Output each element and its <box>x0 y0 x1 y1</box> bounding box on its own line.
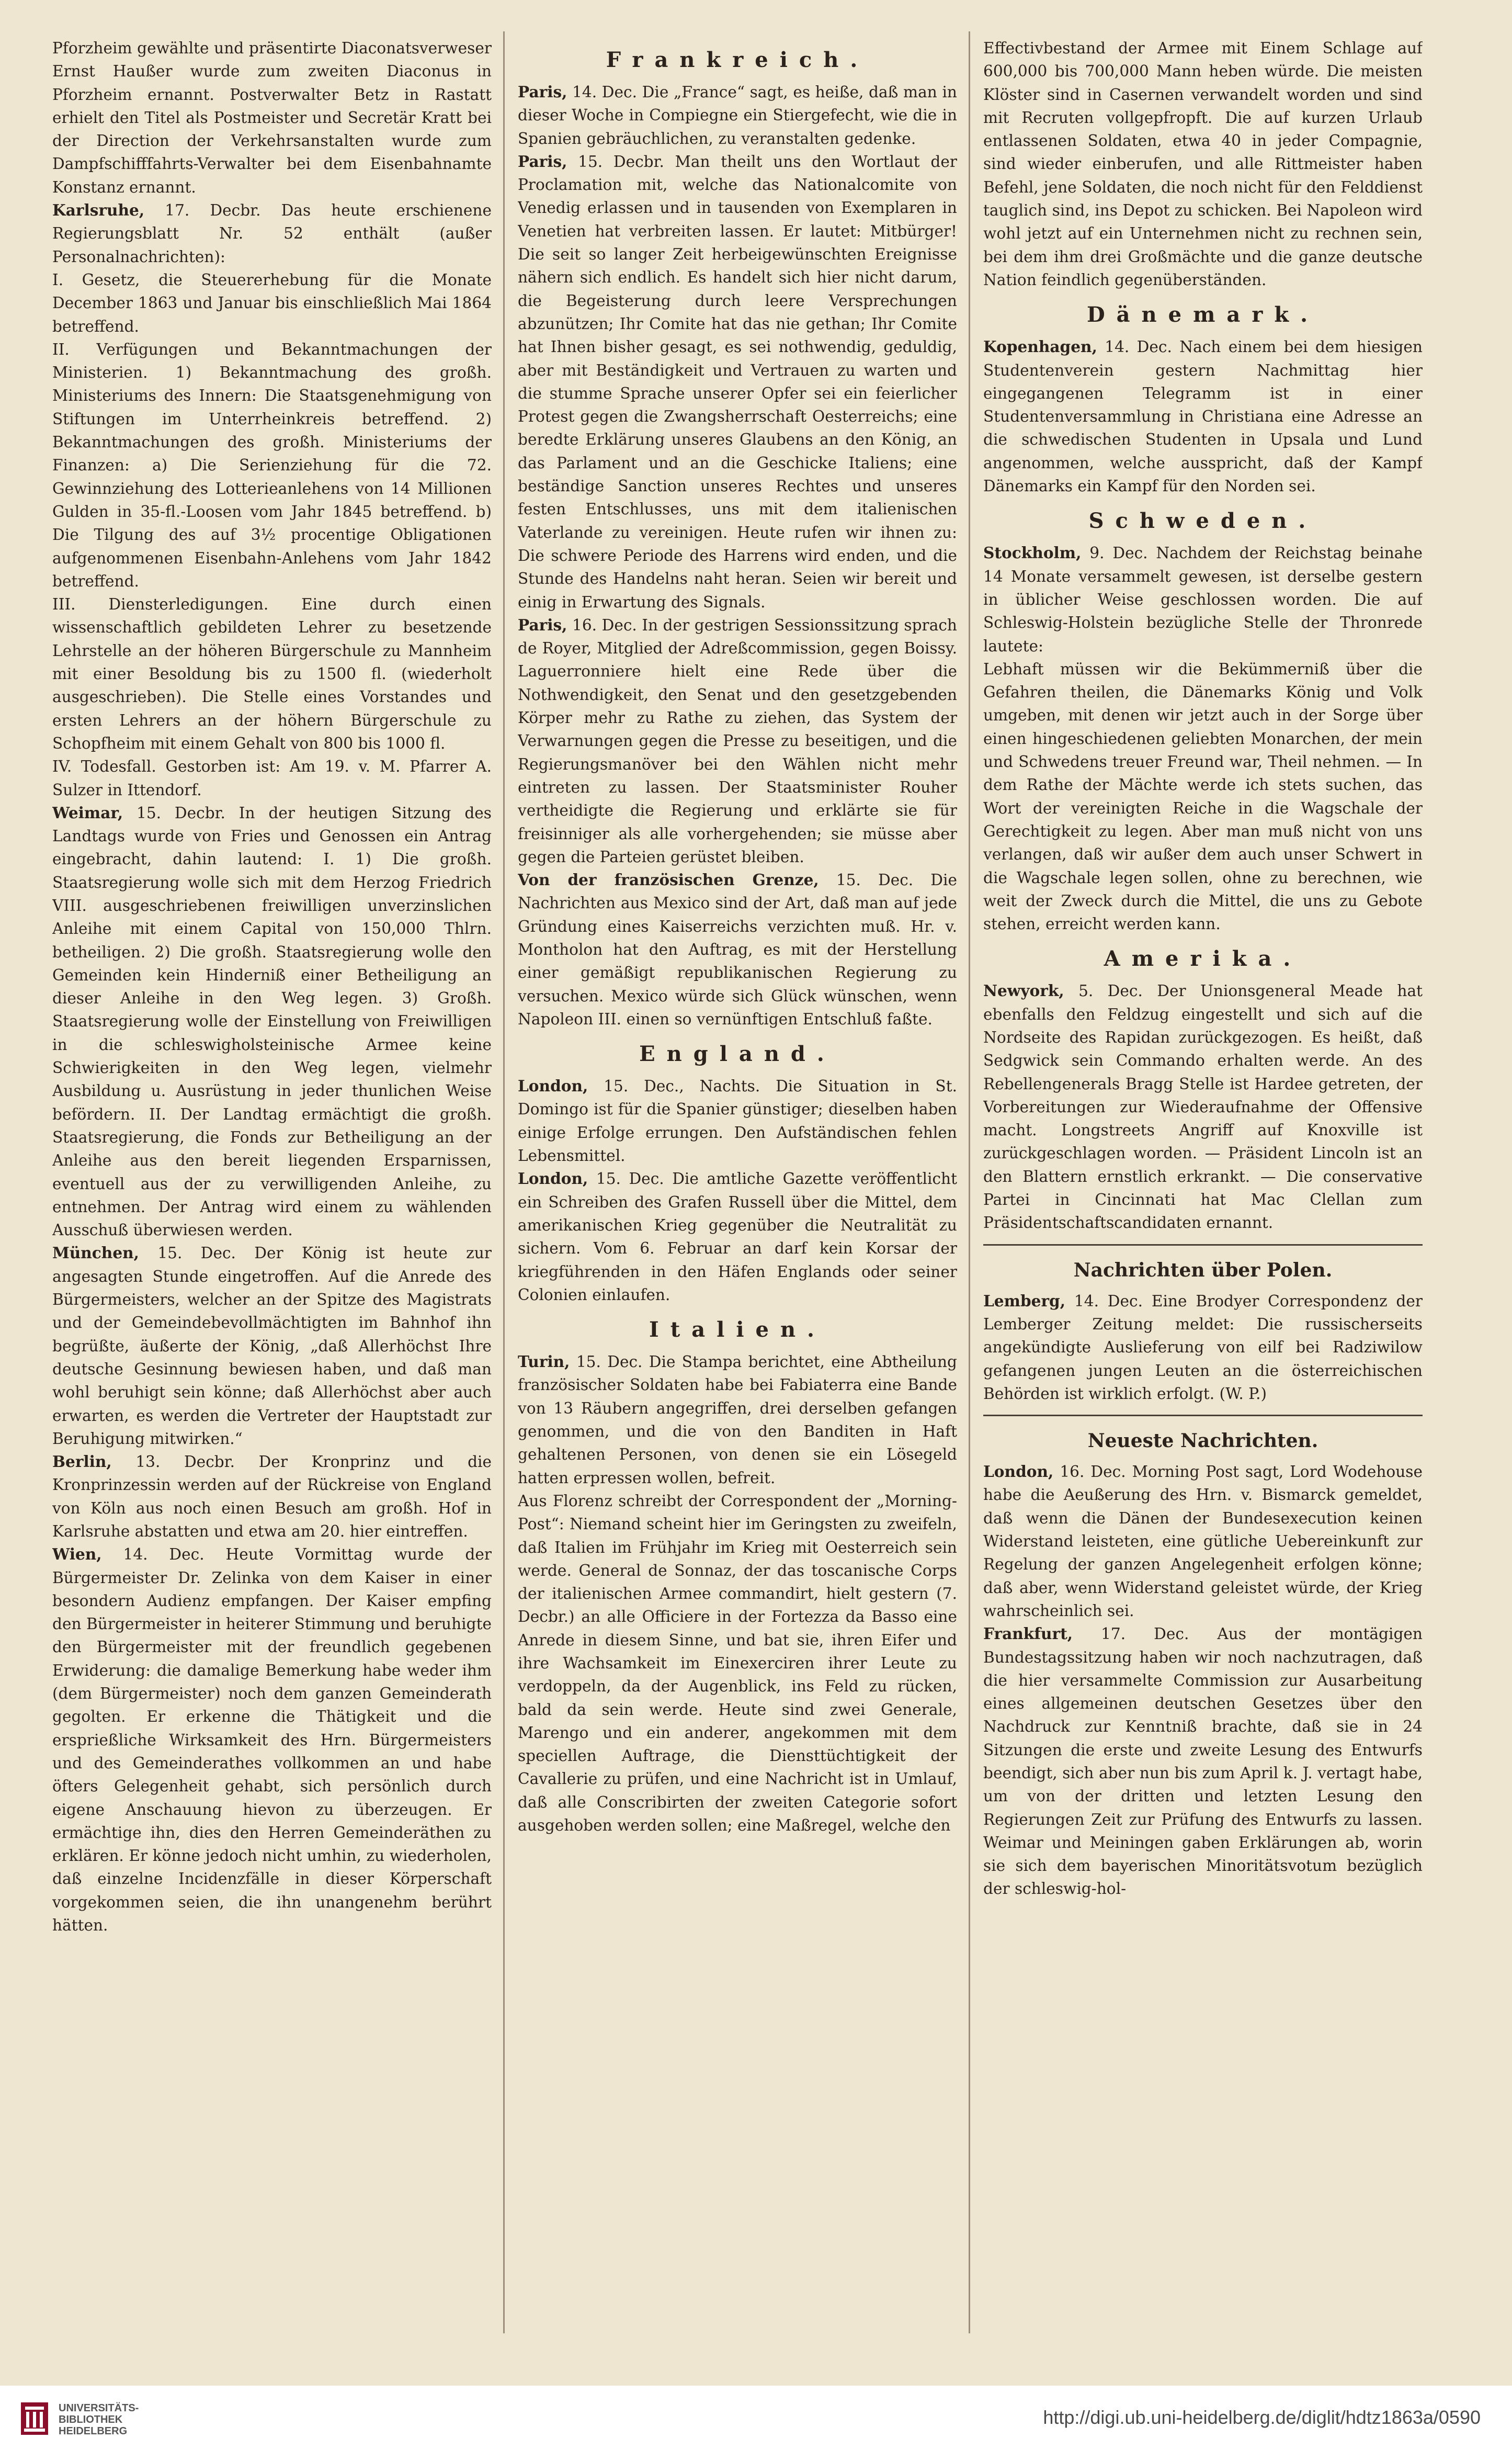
article-paragraph <box>52 37 492 199</box>
article-paragraph <box>983 658 1423 936</box>
paragraph-text: 9. Dec. Nachdem der Reichstag beinahe 14 Monate versammelt gewesen, ist derselbe gestern in üblicher Weise geschlossen worden. Die auf Schleswig-Holstein bezügliche Stelle der Thronrede lautete: <box>983 544 1423 655</box>
dateline: London, <box>518 1077 588 1096</box>
paragraph-text: 17. Dec. Aus der montägigen Bundestagssitzung haben wir noch nachzutragen, daß die hier versammelte Commission zur Ausarbeitung eines allgemeinen deutschen Gesetzes über den Nachdruck zur Kenntniß brachte, daß sie in 24 Sitzungen die erste und zweite Lesung des Entwurfs beendigt, sich aber nun bis zum April k. J. vertagt habe, um von der dritten und letzten Lesung den Regierungen Zeit zur Prüfung des Entwurfs zu lassen. Weimar und Meiningen gaben Erklärungen ab, worin sie sich dem bayerischen Minoritätsvotum bezüglich der schleswig-hol- <box>983 1625 1423 1898</box>
article-paragraph <box>983 1460 1423 1622</box>
section-subheading: Nachrichten über Polen. <box>1073 1259 1333 1281</box>
column-divider <box>969 31 970 2333</box>
paragraph-text: 15. Dec. Die Stampa berichtet, eine Abtheilung französischer Soldaten habe bei Fabiaterra eine Bande von 13 Räubern angegriffen, drei derselben gefangen genommen, und die von den Banditen in Haft gehaltenen Personen, von denen sie ein Lösegeld hatten erpressen wollen, befreit. <box>518 1353 957 1487</box>
section-heading: England. <box>639 1042 836 1067</box>
article-paragraph <box>52 755 492 801</box>
paragraph-text: III. Diensterledigungen. Eine durch einen wissenschaftlich gebildeten Lehrer zu besetzende Lehrstelle an der höheren Bürgerschule zu Mannheim mit einer Besoldung bis zu 1500 fl. (wiederholt ausgeschrieben). Die Stelle eines Vorstandes und ersten Lehrers an der höhern Bürgerschule zu Schopfheim mit einem Gehalt von 800 bis 1000 fl. <box>52 595 492 752</box>
paragraph-text: Pforzheim gewählte und präsentirte Diaconatsverweser Ernst Haußer wurde zum zweiten Diaconus in Pforzheim ernannt. Postverwalter Betz in Rastatt erhielt den Titel als Postmeister und Secretär Kratt bei der Direction der Verkehrsanstalten wurde zum Dampfschifffahrts-Verwalter bei dem Eisenbahnamte Konstanz ernannt. <box>52 39 492 196</box>
paragraph-text: 14. Dec. Heute Vormittag wurde der Bürgermeister Dr. Zelinka von dem Kaiser in einer besondern Audienz empfangen. Der Kaiser empfing den Bürgermeister in heiterer Stimmung und beruhigte den Bürgermeister mit der freundlich gegebenen Erwiderung: die damalige Bemerkung habe weder ihm (dem Bürgermeister) noch dem ganzen Gemeinderath gegolten. Er erkenne die Thätigkeit und die ersprießliche Wirksamkeit des Hrn. Bürgermeisters und des Gemeinderathes vollkommen an und habe öfters Gelegenheit gehabt, sich persönlich durch eigene Anschauung hievon zu überzeugen. Er ermächtige ihn, dies den Herren Gemeinderäthen zu erklären. Er könne jedoch nicht umhin, zu wiederholen, daß einzelne Incidenzfälle in dieser Körperschaft vorgekommen seien, die ihn unangenehm berührt hätten. <box>52 1545 492 1935</box>
dateline: Von der französischen Grenze, <box>518 871 819 889</box>
article-paragraph <box>52 268 492 338</box>
section-divider <box>983 1415 1423 1416</box>
paragraph-text: Lebhaft müssen wir die Bekümmerniß über die Gefahren theilen, die Dänemarks König und Volk umgeben, mit denen wir jetzt auch in der Sorge über einen hingeschiedenen geliebten Monarchen, der mein und Schwedens treuer Freund war, Theil nehmen. — In dem Rathe der Mächte werde ich stets suchen, das Wort der vereinigten Reiche in die Wagschale der Gerechtigkeit zu legen. Aber man muß nicht von uns verlangen, daß wir außer dem auch unser Schwert in die Wagschale legen sollen, ohne zu berechnen, wie weit der Zweck durch die Mittel, die uns zu Gebote stehen, erreicht werden kann. <box>983 660 1423 933</box>
article-paragraph <box>518 150 957 614</box>
logo-line: UNIVERSITÄTS- <box>59 2402 139 2414</box>
dateline: Wien, <box>52 1545 102 1564</box>
paragraph-text: 14. Dec. Nach einem bei dem hiesigen Studentenverein gestern Nachmittag hier eingegangenen Telegramm ist in einer Studentenversammlung in Christiana eine Adresse an die schwedischen Studenten in Upsala und Lund angenommen, welche ausspricht, daß der Kampf Dänemarks ein Kampf für den Norden sei. <box>983 338 1423 495</box>
paragraph-text: II. Verfügungen und Bekanntmachungen der Ministerien. 1) Bekanntmachung des großh. Ministeriums des Innern: Die Staatsgenehmigung von Stiftungen im Unterrheinkreis betreffend. 2) Bekanntmachungen des großh. Ministeriums der Finanzen: a) Die Serienziehung für die 72. Gewinnziehung des Lotterieanlehens von 14 Millionen Gulden in 35-fl.-Loosen vom Jahr 1845 betreffend. b) Die Tilgung des auf 3½ procentige Obligationen aufgenommenen Eisenbahn-Anlehens vom Jahr 1842 betreffend. <box>52 340 492 590</box>
section-divider <box>983 1244 1423 1246</box>
dateline: München, <box>52 1244 139 1262</box>
dateline: Newyork, <box>983 981 1064 1000</box>
paragraph-text: 16. Dec. In der gestrigen Sessionssitzung sprach de Royer, Mitglied der Adreßcommission, gegen Boissy. Laguerronniere hielt eine Rede über die Nothwendigkeit, den Senat und den gesetzgebenden Körper mehr zu Rathe zu ziehen, das System der Verwarnungen gegen die Presse zu beseitigen, und die Regierungsmanöver bei den Wählen nicht mehr eintreten zu lassen. Der Staatsminister Rouher vertheidigte die Regierung und erklärte sie für freisinniger als alle vorhergehenden; sie müsse aber gegen die Parteien gerüstet bleiben. <box>518 616 957 866</box>
dateline: Paris, <box>518 615 567 634</box>
dateline: Paris, <box>518 152 567 171</box>
article-paragraph <box>983 37 1423 291</box>
paragraph-text: 15. Dec. Der König ist heute zur angesagten Stunde eingetroffen. Auf die Anrede des Bürgermeisters, welcher an der Spitze des Magistrats und der Gemeindebevollmächtigten im Bahnhof ihn begrüßte, äußerte der König, „daß Allerhöchst Ihre deutsche Gesinnung bewiesen haben, und daß man wohl beruhigt sein könne; daß Allerhöchst aber auch erwarten, es werden die Vertreter der Hauptstadt zur Beruhigung mitwirken.“ <box>52 1244 492 1448</box>
column-2 <box>518 37 957 2365</box>
library-logo-text <box>59 2402 226 2437</box>
dateline: London, <box>983 1462 1054 1481</box>
paragraph-text: 14. Dec. Die „France“ sagt, es heiße, daß man in dieser Woche in Compiegne ein Stiergefecht, wie die in Spanien gebräuchlichen, zu veranstalten gedenke. <box>518 83 957 148</box>
source-url[interactable]: http://digi.ub.uni-heidelberg.de/diglit/hdtz1863a/0590 <box>1043 2407 1481 2428</box>
article-paragraph <box>52 1543 492 1937</box>
column-1 <box>52 37 492 2365</box>
paragraph-text: 14. Dec. Eine Brodyer Correspondenz der Lemberger Zeitung meldet: Die russischerseits angekündigte Auslieferung von eilf bei Radziwilow gefangenen jungen Leuten an die österreichischen Behörden ist wirklich erfolgt. (W. P.) <box>983 1292 1423 1403</box>
paragraph-text: 15. Decbr. In der heutigen Sitzung des Landtags wurde von Fries und Genossen ein Antrag eingebracht, dahin lautend: I. 1) Die großh. Staatsregierung wolle sich mit dem Herzog Friedrich VIII. ausgeschriebenen freiwilligen unverzinslichen Anleihe mit einem Capital von 150,000 Thlrn. betheiligen. 2) Die großh. Staatsregierung wolle den Gemeinden kein Hinderniß einer Betheiligung an dieser Anleihe in den Weg legen. 3) Großh. Staatsregierung wolle der Einstellung von Freiwilligen in die schleswigholsteinische Armee keine Schwierigkeiten in den Weg legen, vielmehr Ausbildung u. Ausrüstung in jeder thunlichen Weise befördern. II. Der Landtag ermächtigt die großh. Staatsregierung, die Fonds zur Betheiligung an der Anleihe aus den bereit liegenden Ersparnissen, eventuell aus der zu verwilligenden Anleihe, zu entnehmen. Der Antrag wird einem zu wählenden Ausschuß überwiesen werden. <box>52 804 492 1239</box>
article-paragraph <box>518 1167 957 1306</box>
dateline: Lemberg, <box>983 1291 1066 1310</box>
article-paragraph <box>518 614 957 868</box>
paragraph-text: 13. Decbr. Der Kronprinz und die Kronprinzessin werden auf der Rückreise von England von Köln aus noch einen Besuch am großh. Hof in Karlsruhe abstatten und etwa am 20. hier eintreffen. <box>52 1453 492 1540</box>
article-paragraph <box>518 1075 957 1167</box>
paragraph-text: I. Gesetz, die Steuererhebung für die Monate December 1863 und Januar bis einschließlich Mai 1864 betreffend. <box>52 270 492 335</box>
paragraph-text: IV. Todesfall. Gestorben ist: Am 19. v. M. Pfarrer A. Sulzer in Ittendorf. <box>52 758 492 799</box>
article-paragraph <box>52 801 492 1242</box>
dateline: Kopenhagen, <box>983 337 1097 356</box>
section-heading: Frankreich. <box>606 48 869 72</box>
article-paragraph <box>52 1450 492 1543</box>
university-library-logo-icon <box>19 2401 50 2436</box>
paragraph-text: 15. Decbr. Man theilt uns den Wortlaut der Proclamation mit, welche das Nationalcomite von Venedig erlassen und in tausenden von Exemplaren in Venetien hat verbreiten lassen. Er lautet: Mitbürger! Die seit so langer Zeit herbeigewünschten Ereignisse nähern sich endlich. Es handelt sich hier nicht darum, die Begeisterung durch leere Versprechungen abzunützen; Ihr Comite hat das nie gethan; Ihr Comite hat Ihnen bisher gesagt, es sei nothwendig, geduldig, aber mit Beständigkeit und Vertrauen zu warten und die stumme Sprache unserer Opfer sei ein feierlicher Protest gegen die Zwangsherrschaft Oesterreichs; eine beredte Erklärung unseres Glaubens an den König, an das Parlament und an die Geschicke Italiens; eine beständige Sanction unseres Rechtes und unseres festen Entschlusses, uns mit dem italienischen Vaterlande zu vereinigen. Heute rufen wir ihnen zu: Die schwere Periode des Harrens wird enden, und die Stunde des Handelns naht heran. Seien wir bereit und einig in Erwartung des Signals. <box>518 152 957 611</box>
article-paragraph <box>983 1290 1423 1405</box>
dateline: London, <box>518 1169 588 1188</box>
dateline: Paris, <box>518 83 567 101</box>
dateline: Stockholm, <box>983 544 1082 562</box>
logo-line: BIBLIOTHEK <box>59 2414 123 2425</box>
dateline: Karlsruhe, <box>52 201 145 220</box>
paragraph-text: 15. Dec. Die Nachrichten aus Mexico sind der Art, daß man auf jede Gründung eines Kaiserreichs verzichten muß. Hr. v. Montholon hat den Auftrag, es mit der Herstellung einer gemäßigt republikanischen Regierung zu versuchen. Mexico würde sich Glück wünschen, wenn Napoleon III. einen so vernünftigen Entschluß faßte. <box>518 871 957 1028</box>
article-paragraph <box>518 868 957 1031</box>
logo-line: HEIDELBERG <box>59 2425 128 2437</box>
paragraph-text: 16. Dec. Morning Post sagt, Lord Wodehouse habe die Aeußerung des Hrn. v. Bismarck gemeldet, daß wenn die Dänen der Bundesexecution keinen Widerstand leisteten, eine gütliche Uebereinkunft zur Regelung der ganzen Angelegenheit erfolgen könne; daß aber, wenn Widerstand geleistet würde, der Krieg wahrscheinlich sei. <box>983 1463 1423 1620</box>
dateline: Frankfurt, <box>983 1624 1073 1643</box>
article-paragraph <box>983 541 1423 657</box>
section-heading: Italien. <box>649 1317 826 1342</box>
article-paragraph <box>52 1241 492 1450</box>
article-paragraph <box>52 338 492 593</box>
section-subheading: Neueste Nachrichten. <box>1087 1430 1318 1452</box>
paragraph-text: 15. Dec., Nachts. Die Situation in St. Domingo ist für die Spanier günstiger; dieselben haben einige Erfolge errungen. Den Aufständischen fehlen Lebensmittel. <box>518 1077 957 1165</box>
section-heading: Dänemark. <box>1086 302 1320 328</box>
paragraph-text: Effectivbestand der Armee mit Einem Schlage auf 600,000 bis 700,000 Mann heben würde. Die meisten Klöster sind in Casernen verwandelt worden und sind mit Recruten vollgepfropft. Die auf kurzen Urlaub entlassenen Soldaten, etwa 40 in jeder Compagnie, sind wieder einberufen, und alle Rittmeister haben Befehl, jene Soldaten, die noch nicht für den Felddienst tauglich sind, ins Depot zu schicken. Bei Napoleon wird wohl jetzt auf ein Unternehmen nicht zu rechnen sein, bei dem ihm drei Großmächte und die ganze deutsche Nation feindlich gegenüberständen. <box>983 39 1423 289</box>
column-3 <box>983 37 1423 2365</box>
dateline: Berlin, <box>52 1452 112 1471</box>
paragraph-text: 15. Dec. Die amtliche Gazette veröffentlicht ein Schreiben des Grafen Russell über die Mittel, dem amerikanischen Krieg gegenüber die Neutralität zu sichern. Vom 6. Februar an darf kein Korsar der kriegführenden in den Häfen Englands oder seiner Colonien einlaufen. <box>518 1170 957 1304</box>
dateline: Turin, <box>518 1352 570 1371</box>
section-heading: Schweden. <box>1088 509 1317 534</box>
article-paragraph <box>518 1350 957 1489</box>
paragraph-text: Aus Florenz schreibt der Correspondent der „Morning-Post“: Niemand scheint hier im Geringsten zu zweifeln, daß Italien im Frühjahr im Krieg mit Oesterreich sein werde. General de Sonnaz, der das toscanische Corps der italienischen Armee commandirt, hielt gestern (7. Decbr.) an alle Officiere in der Fortezza da Basso eine Anrede in diesem Sinne, und bat sie, ihren Eifer und ihre Wachsamkeit im Einexerciren ihrer Leute zu verdoppeln, da der Augenblick, ins Feld zu rücken, bald da sein werde. Heute sind zwei Generale, Marengo und ein anderer, angekommen mit dem speciellen Auftrage, die Diensttüchtigkeit der Cavallerie zu prüfen, und eine Nachricht ist in Umlauf, daß alle Conscribirten der zweiten Categorie sofort ausgehoben werden sollen; eine Maßregel, welche den <box>518 1492 957 1835</box>
article-paragraph <box>983 1622 1423 1901</box>
article-paragraph <box>518 81 957 150</box>
article-paragraph <box>52 199 492 268</box>
paragraph-text: 17. Decbr. Das heute erschienene Regierungsblatt Nr. 52 enthält (außer Personalnachrichten): <box>52 201 492 266</box>
section-heading: Amerika. <box>1104 946 1302 972</box>
paragraph-text: 5. Dec. Der Unionsgeneral Meade hat ebenfalls den Feldzug eingestellt und sich auf die Nordseite des Rapidan zurückgezogen. Es heißt, daß Sedgwick sein Commando erhalten werde. An des Rebellengenerals Bragg Stelle ist Hardee getreten, der Vorbereitungen zur Wiederaufnahme der Offensive macht. Longstreets Angriff auf Knoxville ist zurückgeschlagen worden. — Präsident Lincoln ist an den Blattern ernstlich erkrankt. — Die conservative Partei in Cincinnati hat Mac Clellan zum Präsidentschaftscandidaten ernannt. <box>983 982 1423 1232</box>
column-divider <box>503 31 505 2333</box>
article-paragraph <box>983 979 1423 1234</box>
article-paragraph <box>518 1489 957 1837</box>
dateline: Weimar, <box>52 803 123 822</box>
article-paragraph <box>52 593 492 755</box>
article-paragraph <box>983 335 1423 498</box>
